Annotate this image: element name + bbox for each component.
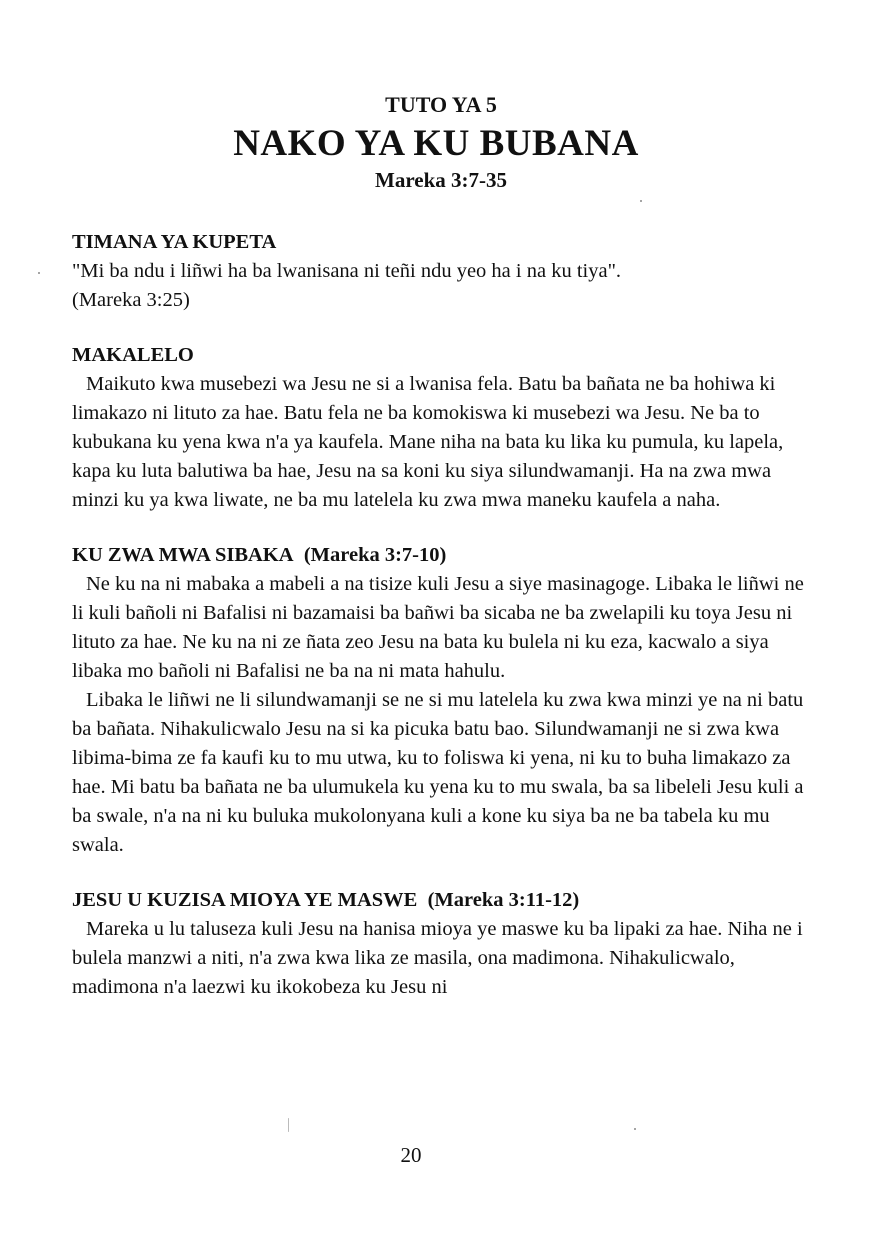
crowd-paragraph-1: Ne ku na ni mabaka a mabeli a na tisize kuli Jesu a siye masinagoge. Libaka le liñwi ne li kuli bañoli ni Bafalisi ni bazamaisi ba bañwi ba sicaba ne ba zwelapili ku toya Jesu ni lituto za hae. Ne ku na ni ze ñata zeo Jesu na bata ku bulela ni ku eza, kacwalo a siya libaka mo bañoli ni Bafalisi ne ba na ni mata hahulu. bbox=[72, 573, 804, 682]
crowd-paragraph-2: Libaka le liñwi ne li silundwamanji se ne si mu latelela ku zwa kwa minzi ye na ni batu ba bañata. Nihakulicwalo Jesu na si ka picuka batu bao. Silundwamanji ne si zwa kwa libima-bima ze fa kaufi ku to mu utwa, ku to foliswa ki yena, ni ku to buha limakazo za hae. Mi batu ba bañata ne ba ulumukela ku yena ku to mu swala, ba sa libeleli Jesu kuli a ba swale, n'a na ni ku buluka mukolonyana kuli a kone ku siya ba ne ba tabela ku mu swala. bbox=[72, 689, 804, 856]
page-title: NAKO YA KU BUBANA bbox=[233, 123, 639, 164]
page-number: 20 bbox=[400, 1143, 422, 1167]
intro-paragraph: Maikuto kwa musebezi wa Jesu ne si a lwanisa fela. Batu ba bañata ne ba hohiwa ki limakazo ni lituto za hae. Batu fela ne ba komokiswa ki musebezi wa Jesu. Ne ba to kubukana ku yena kwa n'a ya kaufela. Mane niha na bata ku lika ku pumula, ku lapela, kapa ku luta balutiwa ba hae, Jesu na sa koni ku siya silundwamanji. Ha na zwa mwa minzi ku ya kwa liwate, ne ba mu latelela ku zwa mwa maneku kaufela a naha. bbox=[72, 373, 784, 511]
spirits-heading bbox=[72, 886, 812, 915]
memory-verse-text: "Mi ba ndu i liñwi ha ba lwanisana ni teñi ndu yeo ha i na ku tiya". bbox=[72, 260, 622, 282]
lesson-label: TUTO YA 5 bbox=[385, 92, 497, 117]
memory-verse-section bbox=[72, 228, 812, 315]
spirits-heading-title: JESU U KUZISA MIOYA YE MASWE bbox=[72, 889, 418, 911]
scan-speck bbox=[640, 200, 642, 202]
crowd-heading-reference: (Mareka 3:7-10) bbox=[303, 544, 447, 566]
memory-verse-heading: TIMANA YA KUPETA bbox=[72, 231, 277, 253]
memory-verse-reference: (Mareka 3:25) bbox=[72, 289, 190, 311]
spirits-section bbox=[72, 886, 812, 1002]
scripture-reference: Mareka 3:7-35 bbox=[375, 168, 507, 192]
spirits-paragraph: Mareka u lu taluseza kuli Jesu na hanisa mioya ye maswe ku ba lipaki za hae. Niha ne i bulela manzwi a niti, n'a zwa kwa lika ze masila, ona madimona. Nihakulicwalo, madimona n'a laezwi ku ikokobeza ku Jesu ni bbox=[72, 918, 803, 998]
scan-speck bbox=[38, 272, 40, 274]
crowd-section bbox=[72, 541, 812, 860]
intro-section bbox=[72, 341, 812, 515]
scan-speck bbox=[288, 1118, 289, 1132]
page-content bbox=[72, 228, 812, 1002]
intro-heading: MAKALELO bbox=[72, 344, 194, 366]
crowd-heading bbox=[72, 541, 812, 570]
crowd-heading-title: KU ZWA MWA SIBAKA bbox=[72, 544, 294, 566]
spirits-heading-reference: (Mareka 3:11-12) bbox=[427, 889, 580, 911]
scan-speck bbox=[634, 1128, 636, 1130]
